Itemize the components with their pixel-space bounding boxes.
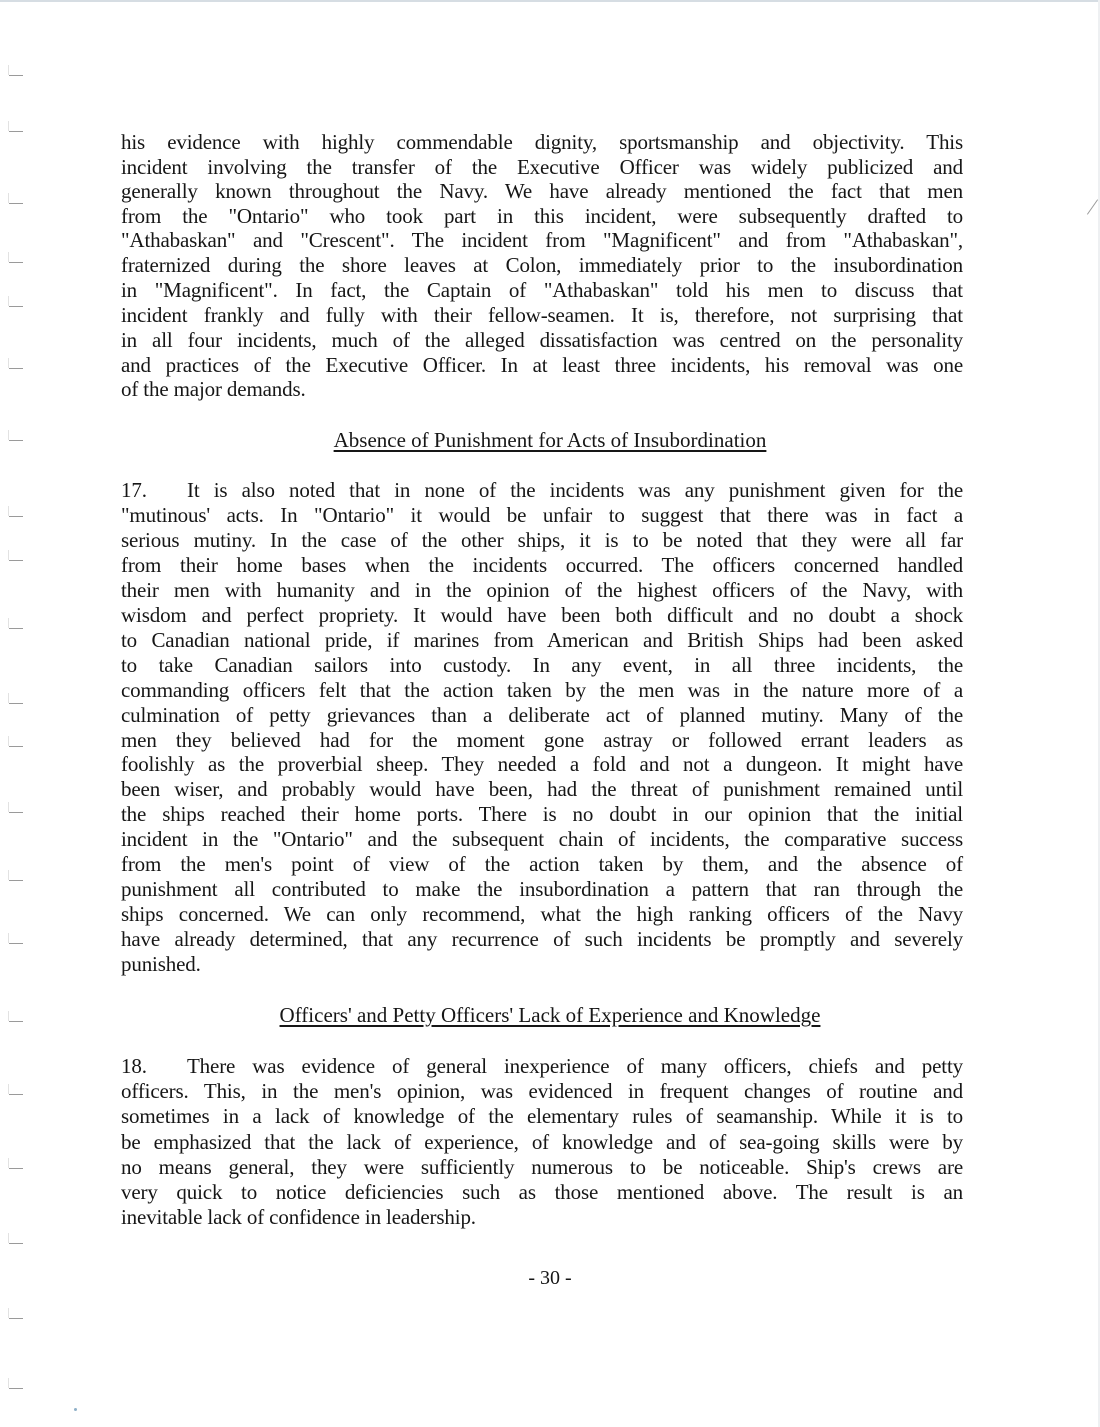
text-line: fraternized during the shore leaves at Colon, immediately prior to the insubordination (121, 253, 963, 277)
text-line: punishment all contributed to make the insubordination a pattern that ran through the (121, 877, 963, 901)
paragraph-number: 17. (121, 478, 147, 502)
text-line: his evidence with highly commendable dignity, sportsmanship and objectivity. This (121, 130, 963, 154)
text-line: culmination of petty grievances than a deliberate act of planned mutiny. Many of the (121, 703, 963, 727)
text-line: their men with humanity and in the opinion of the highest officers of the Navy, with (121, 578, 963, 602)
text-line: commanding officers felt that the action taken by the men was in the nature more of a (121, 678, 963, 702)
margin-tick (9, 1388, 23, 1389)
margin-tick (9, 1243, 23, 1244)
margin-tick (9, 131, 23, 132)
text-line: very quick to notice deficiencies such as those mentioned above. The result is an (121, 1180, 963, 1204)
text-line: to Canadian national pride, if marines from American and British Ships had been asked (121, 628, 963, 652)
text-line-content: It is also noted that in none of the incidents was any punishment given for the (187, 478, 963, 502)
text-line: punished. (121, 952, 201, 976)
text-line: no means general, they were sufficiently numerous to be noticeable. Ship's crews are (121, 1155, 963, 1179)
text-line: and practices of the Executive Officer. In at least three incidents, his removal was one (121, 353, 963, 377)
page-number: - 30 - (528, 1267, 572, 1289)
text-line: sometimes in a lack of knowledge of the elementary rules of seamanship. While it is to (121, 1104, 963, 1128)
margin-tick (9, 203, 23, 204)
text-line: in "Magnificent". In fact, the Captain of "Athabaskan" told his men to discuss that (121, 278, 963, 302)
text-line (121, 478, 963, 502)
margin-tick (9, 1094, 23, 1095)
text-line: been wiser, and probably would have been, had the threat of punishment remained until (121, 777, 963, 801)
text-line: from the men's point of view of the action taken by them, and the absence of (121, 852, 963, 876)
scan-speck (74, 1408, 77, 1411)
margin-tick (9, 560, 23, 561)
text-line: officers. This, in the men's opinion, was evidenced in frequent changes of routine and (121, 1079, 963, 1103)
margin-tick (9, 943, 23, 944)
text-line: have already determined, that any recurrence of such incidents be promptly and severely (121, 927, 963, 951)
text-line: from their home bases when the incidents occurred. The officers concerned handled (121, 553, 963, 577)
margin-tick (9, 628, 23, 629)
margin-tick (9, 306, 23, 307)
margin-tick (9, 1168, 23, 1169)
margin-tick (9, 880, 23, 881)
section-heading (0, 1003, 1100, 1027)
text-line: incident involving the transfer of the Executive Officer was widely publicized and (121, 155, 963, 179)
text-line: foolishly as the proverbial sheep. They needed a fold and not a dungeon. It might have (121, 752, 963, 776)
section-heading-text: Officers' and Petty Officers' Lack of Experience and Knowledge (279, 1003, 821, 1027)
paragraph-number: 18. (121, 1054, 147, 1078)
text-line: incident frankly and fully with their fellow-seamen. It is, therefore, not surprising that (121, 303, 963, 327)
margin-tick (9, 746, 23, 747)
margin-tick (9, 368, 23, 369)
text-line: of the major demands. (121, 377, 306, 401)
margin-tick (9, 262, 23, 263)
text-line: incident in the "Ontario" and the subsequent chain of incidents, the comparative success (121, 827, 963, 851)
text-line: men they believed had for the moment gone astray or followed errant leaders as (121, 728, 963, 752)
text-line (121, 1054, 963, 1078)
text-line-content: There was evidence of general inexperience of many officers, chiefs and petty (187, 1054, 963, 1078)
text-line: from the "Ontario" who took part in this incident, were subsequently drafted to (121, 204, 963, 228)
scan-top-edge (0, 0, 1100, 2)
text-line: generally known throughout the Navy. We have already mentioned the fact that men (121, 179, 963, 203)
text-line: be emphasized that the lack of experience, of knowledge and of sea-going skills were by (121, 1130, 963, 1154)
scan-mark (1087, 199, 1098, 214)
margin-tick (9, 1318, 23, 1319)
text-line: to take Canadian sailors into custody. In any event, in all three incidents, the (121, 653, 963, 677)
margin-tick (9, 516, 23, 517)
text-line: ships concerned. We can only recommend, what the high ranking officers of the Navy (121, 902, 963, 926)
margin-tick (9, 703, 23, 704)
text-line: "mutinous' acts. In "Ontario" it would be unfair to suggest that there was in fact a (121, 503, 963, 527)
text-line: serious mutiny. In the case of the other ships, it is to be noted that they were all far (121, 528, 963, 552)
text-line: in all four incidents, much of the alleged dissatisfaction was centred on the personality (121, 328, 963, 352)
margin-tick (9, 812, 23, 813)
section-heading (0, 428, 1100, 452)
margin-tick (9, 75, 23, 76)
text-line: "Athabaskan" and "Crescent". The incident from "Magnificent" and from "Athabaskan", (121, 228, 963, 252)
text-line: wisdom and perfect propriety. It would have been both difficult and no doubt a shock (121, 603, 963, 627)
section-heading-text: Absence of Punishment for Acts of Insubordination (333, 428, 767, 452)
text-line: the ships reached their home ports. There is no doubt in our opinion that the initial (121, 802, 963, 826)
text-line: inevitable lack of confidence in leadership. (121, 1205, 476, 1229)
